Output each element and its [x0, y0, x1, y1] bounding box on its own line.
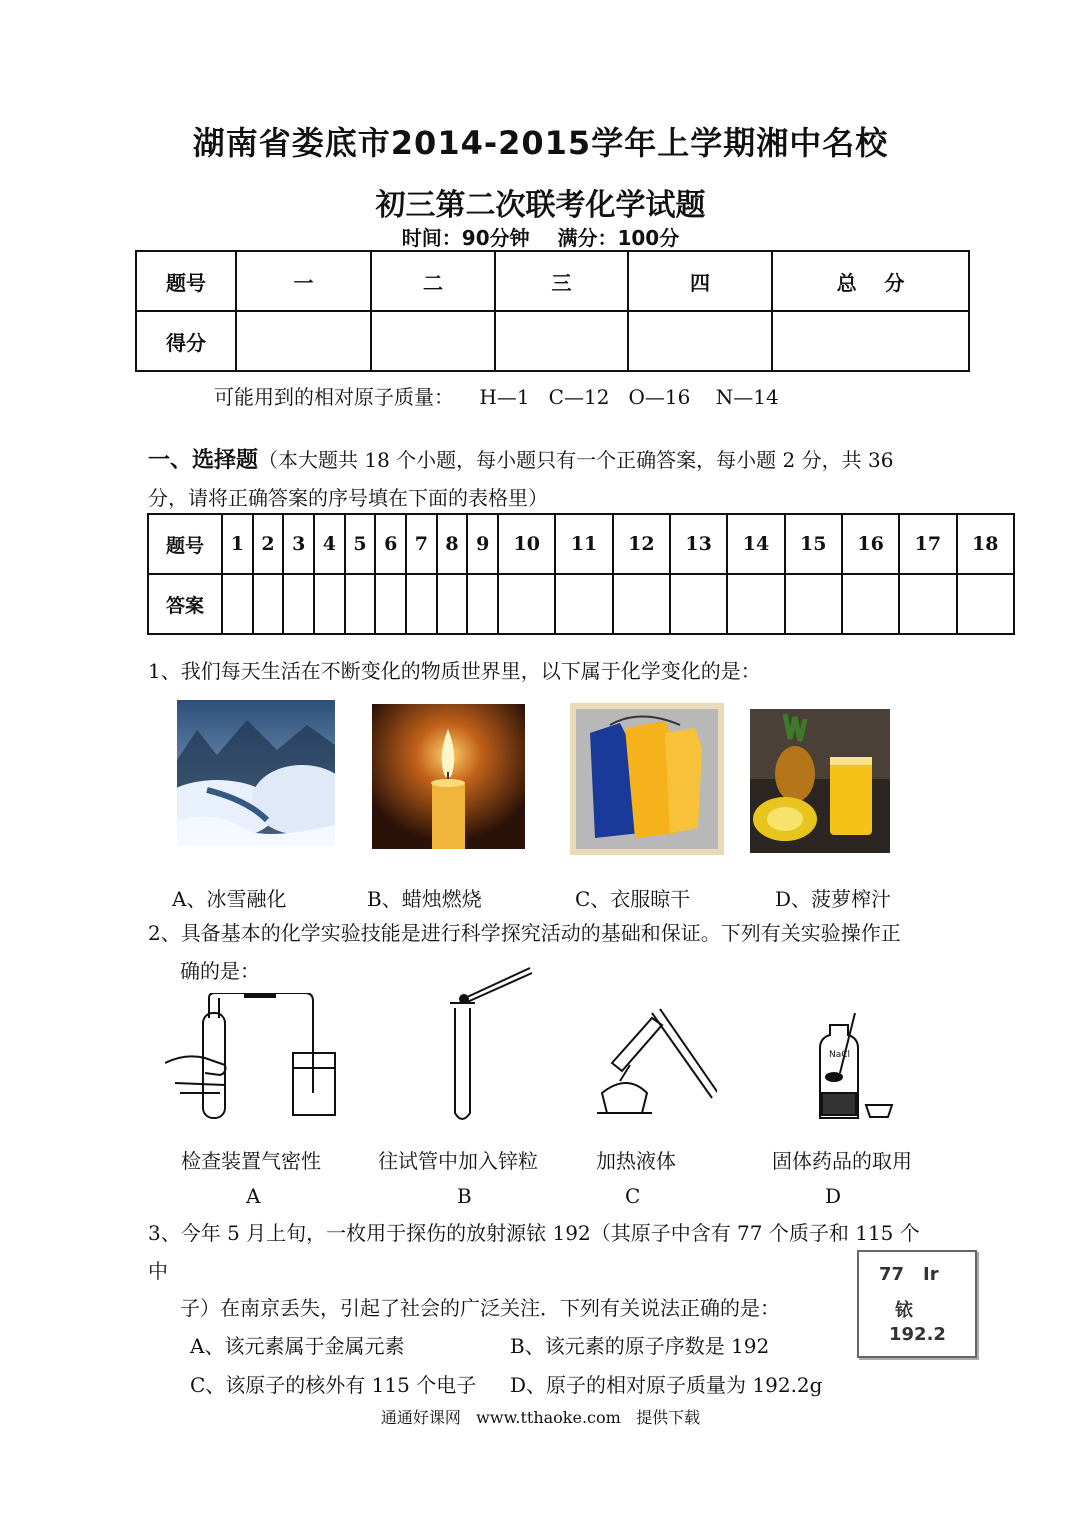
nacl-label: NaCl [829, 1050, 851, 1060]
answer-number-10: 10 [498, 514, 555, 574]
answer-number-7: 7 [406, 514, 437, 574]
answer-number-16: 16 [842, 514, 899, 574]
answer-blank-1[interactable] [222, 574, 253, 634]
element-number: 77 [879, 1264, 905, 1285]
footer-text: 通通好课网 www.tthaoke.com 提供下载 [380, 1408, 701, 1427]
answer-blank-7[interactable] [406, 574, 437, 634]
section1-desc: （本大题共 18 个小题，每小题只有一个正确答案，每小题 2 分，共 36 [258, 448, 894, 472]
answer-blank-12[interactable] [613, 574, 670, 634]
score-cell: 三 [495, 251, 628, 311]
score-blank[interactable] [495, 311, 628, 371]
q2-stem-line2: 确的是： [180, 959, 260, 983]
q2-caption-b: 往试管中加入锌粒 [378, 1149, 538, 1173]
q3-stem-line3: 子）在南京丢失，引起了社会的广泛关注．下列有关说法正确的是： [180, 1296, 780, 1320]
answer-blank-13[interactable] [670, 574, 727, 634]
score-cell: 四 [628, 251, 772, 311]
answer-number-2: 2 [253, 514, 284, 574]
title-line1: 湖南省娄底市2014-2015学年上学期湘中名校 [192, 124, 889, 162]
test-tube-zinc-image [440, 963, 540, 1125]
airtightness-check-image [165, 993, 340, 1125]
answer-blank-2[interactable] [253, 574, 284, 634]
score-cell: 二 [371, 251, 495, 311]
solid-reagent-image [800, 1013, 900, 1123]
q3-option-c: C、该原子的核外有 115 个电子 [190, 1373, 477, 1397]
answer-number-5: 5 [345, 514, 376, 574]
candle-image [372, 704, 525, 849]
q2-letter-c: C [625, 1184, 641, 1208]
score-table [135, 250, 970, 372]
q2-caption-c: 加热液体 [596, 1149, 676, 1173]
q2-letter-a: A [246, 1184, 261, 1208]
q1-option-b: B、蜡烛燃烧 [367, 887, 482, 911]
section1-heading: 一、选择题 [148, 448, 259, 473]
q3-option-b: B、该元素的原子序数是 192 [510, 1334, 770, 1358]
score-cell: 一 [236, 251, 371, 311]
q3-option-d: D、原子的相对原子质量为 192.2g [510, 1373, 823, 1397]
q2-letter-b: B [457, 1184, 472, 1208]
score-blank[interactable] [772, 311, 969, 371]
score-blank[interactable] [236, 311, 371, 371]
answer-number-1: 1 [222, 514, 253, 574]
q1-option-a: A、冰雪融化 [172, 887, 287, 911]
answer-row-label: 答案 [148, 574, 222, 634]
answer-blank-18[interactable] [957, 574, 1014, 634]
answer-blank-4[interactable] [314, 574, 345, 634]
answer-blank-11[interactable] [555, 574, 612, 634]
q2-caption-a: 检查装置气密性 [181, 1149, 321, 1173]
answer-blank-17[interactable] [899, 574, 956, 634]
answer-blank-16[interactable] [842, 574, 899, 634]
answer-blank-15[interactable] [785, 574, 842, 634]
q1-option-c: C、衣服晾干 [575, 887, 691, 911]
answer-number-8: 8 [437, 514, 468, 574]
time-info: 时间：90分钟 满分：100分 [401, 226, 680, 250]
answer-number-3: 3 [283, 514, 314, 574]
answer-blank-5[interactable] [345, 574, 376, 634]
atomic-masses: 可能用到的相对原子质量： H—1 C—12 O—16 N—14 [214, 385, 779, 409]
answer-number-12: 12 [613, 514, 670, 574]
answer-blank-14[interactable] [727, 574, 784, 634]
answer-table [147, 513, 1015, 635]
answer-blank-3[interactable] [283, 574, 314, 634]
score-cell: 总 分 [772, 251, 969, 311]
score-cell: 题号 [136, 251, 236, 311]
answer-number-9: 9 [467, 514, 498, 574]
answer-number-17: 17 [899, 514, 956, 574]
score-blank[interactable] [371, 311, 495, 371]
snow-image [177, 700, 335, 846]
answer-blank-10[interactable] [498, 574, 555, 634]
clothes-image [570, 703, 724, 855]
section1-line2: 分，请将正确答案的序号填在下面的表格里） [148, 486, 548, 510]
q2-stem-line1: 2、具备基本的化学实验技能是进行科学探究活动的基础和保证。下列有关实验操作正 [148, 921, 901, 945]
title-line2: 初三第二次联考化学试题 [375, 188, 706, 223]
answer-number-11: 11 [555, 514, 612, 574]
heating-liquid-image [592, 1003, 717, 1123]
q2-letter-d: D [825, 1184, 842, 1208]
q3-stem-line2: 中 [148, 1259, 168, 1283]
q3-stem-line1: 3、今年 5 月上旬，一枚用于探伤的放射源铱 192（其原子中含有 77 个质子和 115 个 [148, 1221, 920, 1245]
element-mass: 192.2 [889, 1324, 946, 1345]
answer-number-13: 13 [670, 514, 727, 574]
q1-stem: 1、我们每天生活在不断变化的物质世界里，以下属于化学变化的是： [148, 659, 761, 683]
pineapple-image [750, 709, 890, 853]
answer-number-18: 18 [957, 514, 1014, 574]
answer-blank-9[interactable] [467, 574, 498, 634]
answer-blank-8[interactable] [437, 574, 468, 634]
answer-number-4: 4 [314, 514, 345, 574]
section1-line1 [148, 447, 893, 474]
element-card [857, 1250, 977, 1358]
answer-blank-6[interactable] [375, 574, 406, 634]
score-blank[interactable] [628, 311, 772, 371]
answer-number-6: 6 [375, 514, 406, 574]
element-symbol: Ir [923, 1264, 939, 1285]
answer-header-label: 题号 [148, 514, 222, 574]
q1-option-d: D、菠萝榨汁 [775, 887, 892, 911]
q3-option-a: A、该元素属于金属元素 [190, 1334, 405, 1358]
answer-number-15: 15 [785, 514, 842, 574]
q2-caption-d: 固体药品的取用 [772, 1149, 912, 1173]
element-name: 铱 [895, 1300, 913, 1321]
score-cell: 得分 [136, 311, 236, 371]
answer-number-14: 14 [727, 514, 784, 574]
